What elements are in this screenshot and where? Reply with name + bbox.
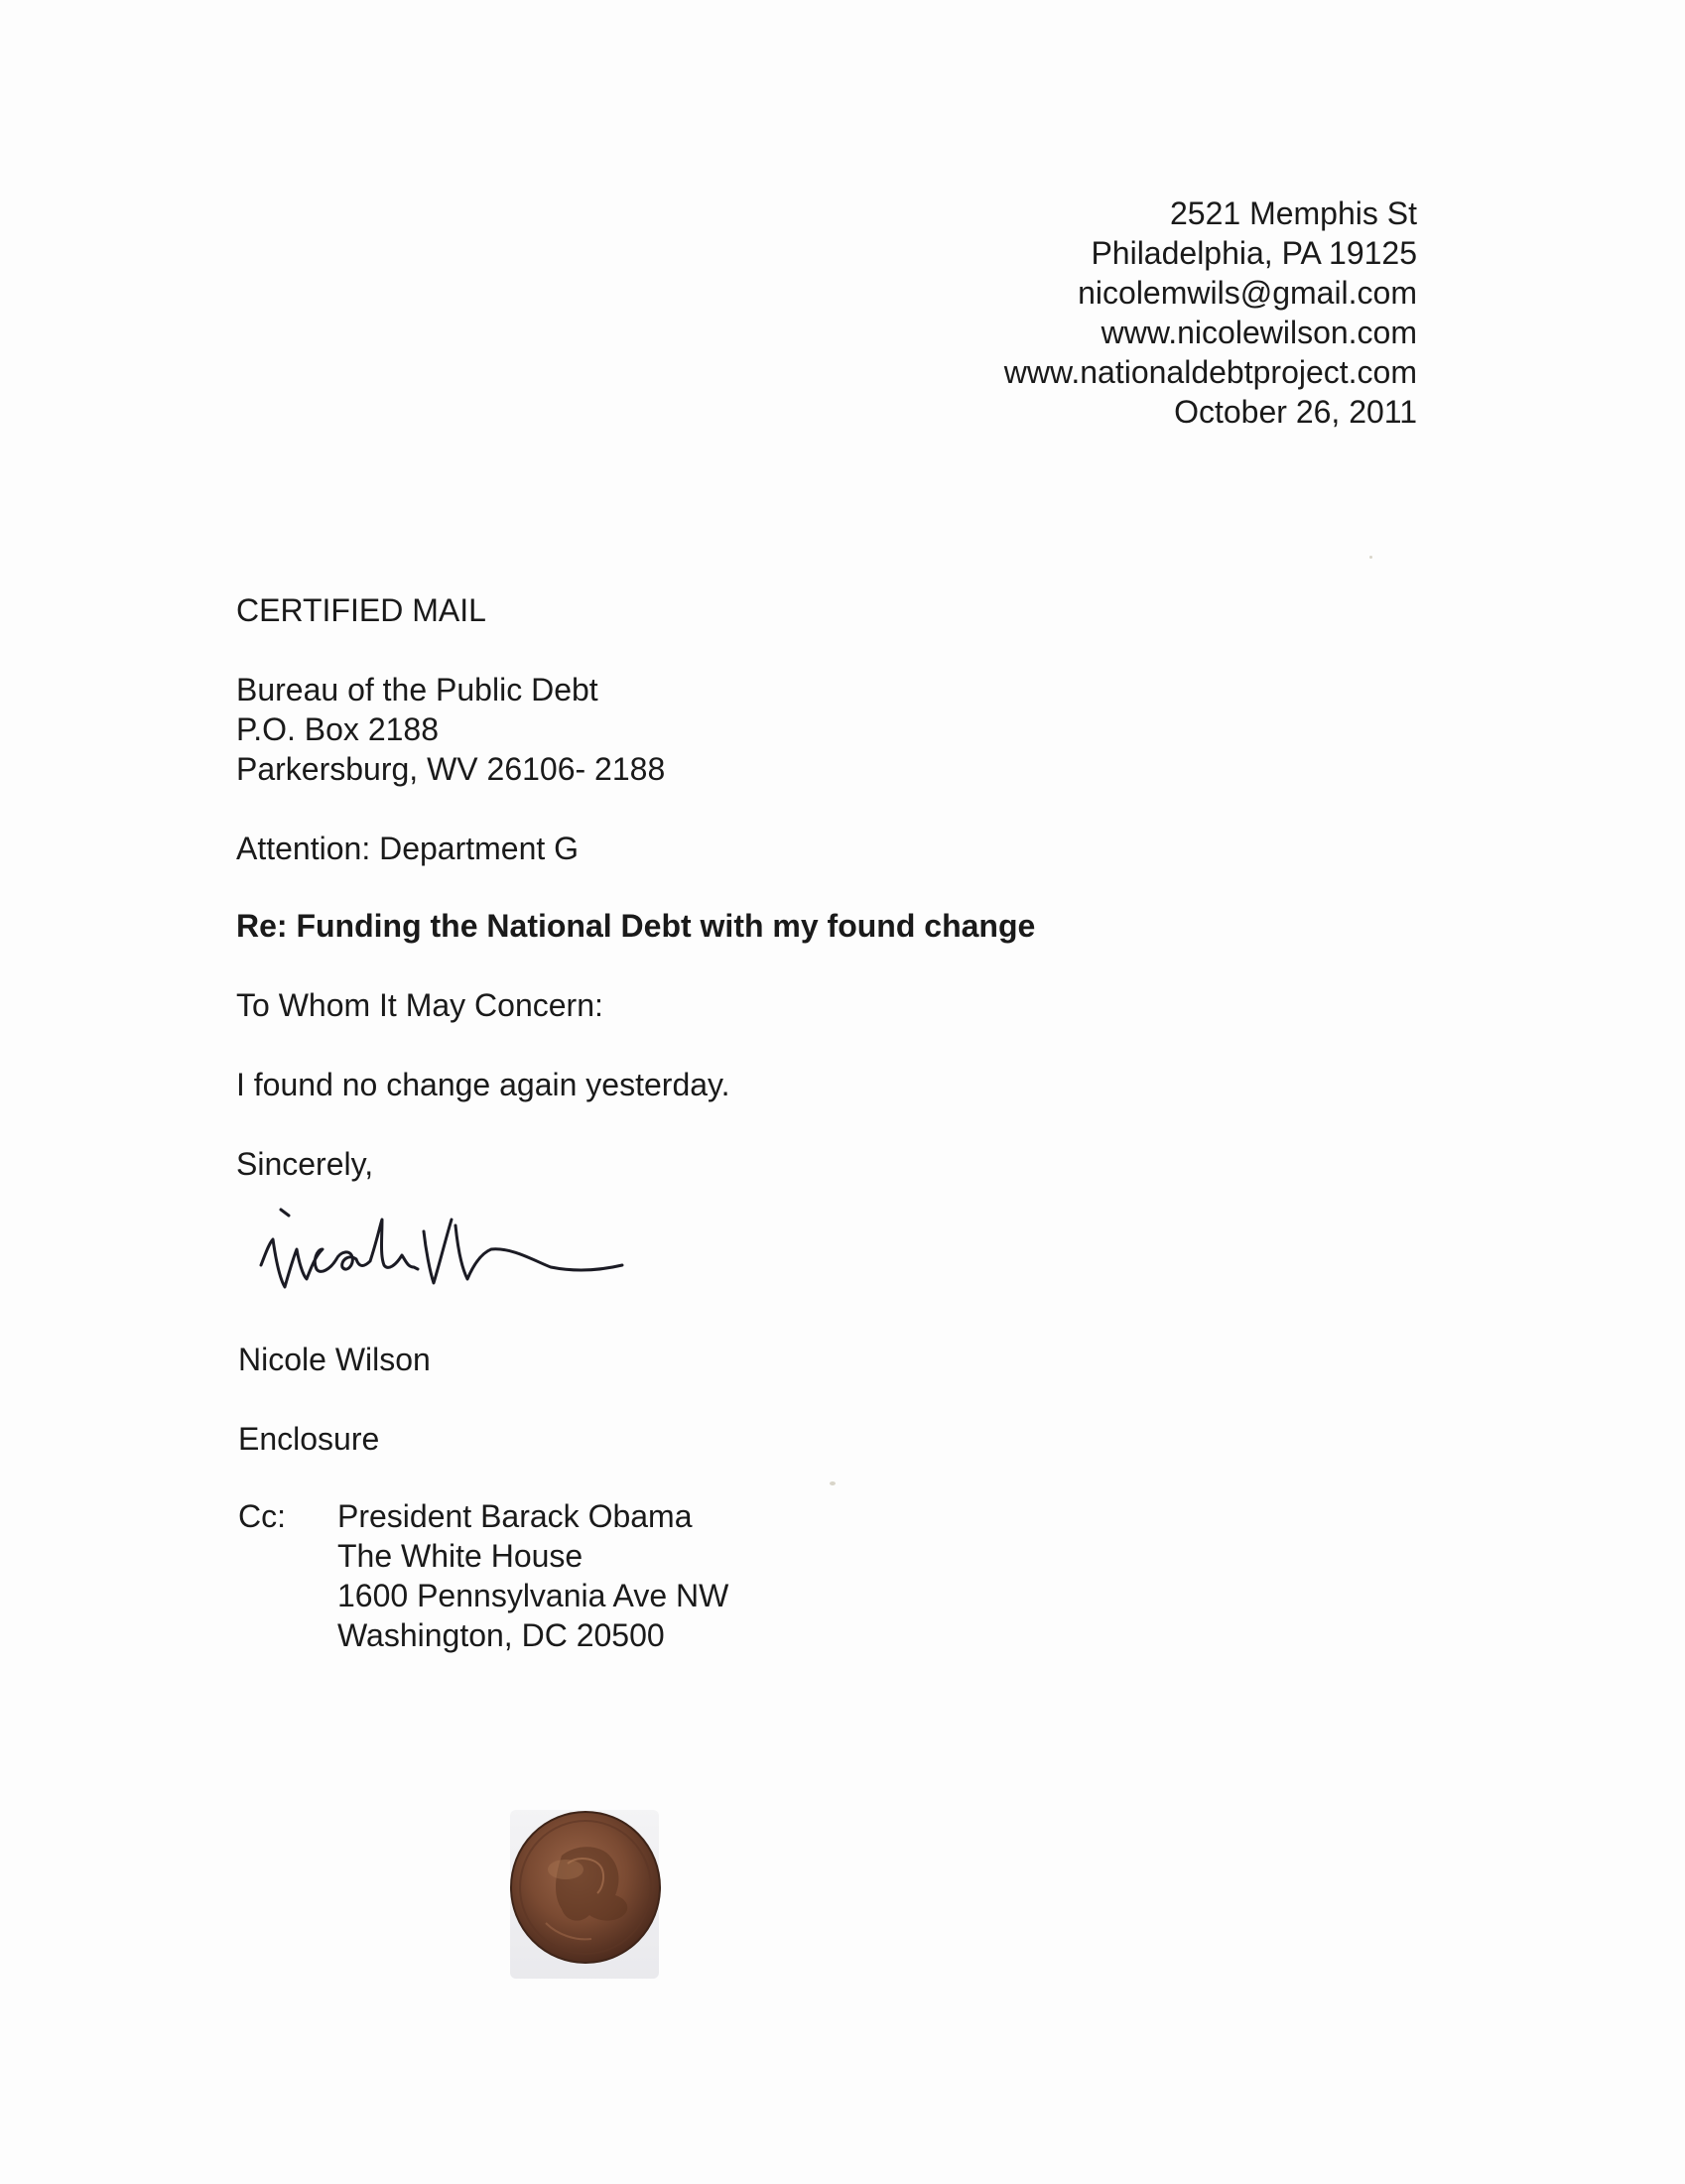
cc-recipient-block — [337, 1496, 728, 1655]
letter-date: October 26, 2011 — [1174, 394, 1417, 430]
recipient-address-block — [236, 670, 665, 789]
sender-city-line: Philadelphia, PA 19125 — [1091, 235, 1417, 271]
signer-name: Nicole Wilson — [238, 1342, 431, 1377]
cc-line: Washington, DC 20500 — [337, 1617, 665, 1653]
cc-label: Cc: — [238, 1498, 286, 1534]
sender-website-1: www.nicolewilson.com — [1101, 315, 1417, 350]
paper-speck — [1369, 556, 1372, 559]
sender-email: nicolemwils@gmail.com — [1078, 275, 1417, 311]
sender-street: 2521 Memphis St — [1169, 195, 1417, 231]
closing: Sincerely, — [236, 1146, 374, 1182]
cc-line: President Barack Obama — [337, 1498, 693, 1534]
penny-coin-icon — [506, 1804, 665, 1983]
cc-line: 1600 Pennsylvania Ave NW — [337, 1578, 729, 1613]
recipient-po-box: P.O. Box 2188 — [236, 711, 439, 747]
cc-line: The White House — [337, 1538, 583, 1574]
mail-type: CERTIFIED MAIL — [236, 592, 486, 628]
sender-website-2: www.nationaldebtproject.com — [1003, 354, 1417, 390]
enclosure-note: Enclosure — [238, 1421, 380, 1457]
recipient-name: Bureau of the Public Debt — [236, 672, 598, 707]
attention-line: Attention: Department G — [236, 831, 580, 866]
sender-address-block — [1004, 193, 1417, 432]
salutation: To Whom It May Concern: — [236, 987, 603, 1023]
signature-icon — [253, 1196, 630, 1310]
paper-speck — [830, 1481, 836, 1485]
subject-line: Re: Funding the National Debt with my found change — [236, 908, 1036, 944]
recipient-city-line: Parkersburg, WV 26106- 2188 — [236, 751, 666, 787]
body-paragraph: I found no change again yesterday. — [236, 1067, 730, 1102]
